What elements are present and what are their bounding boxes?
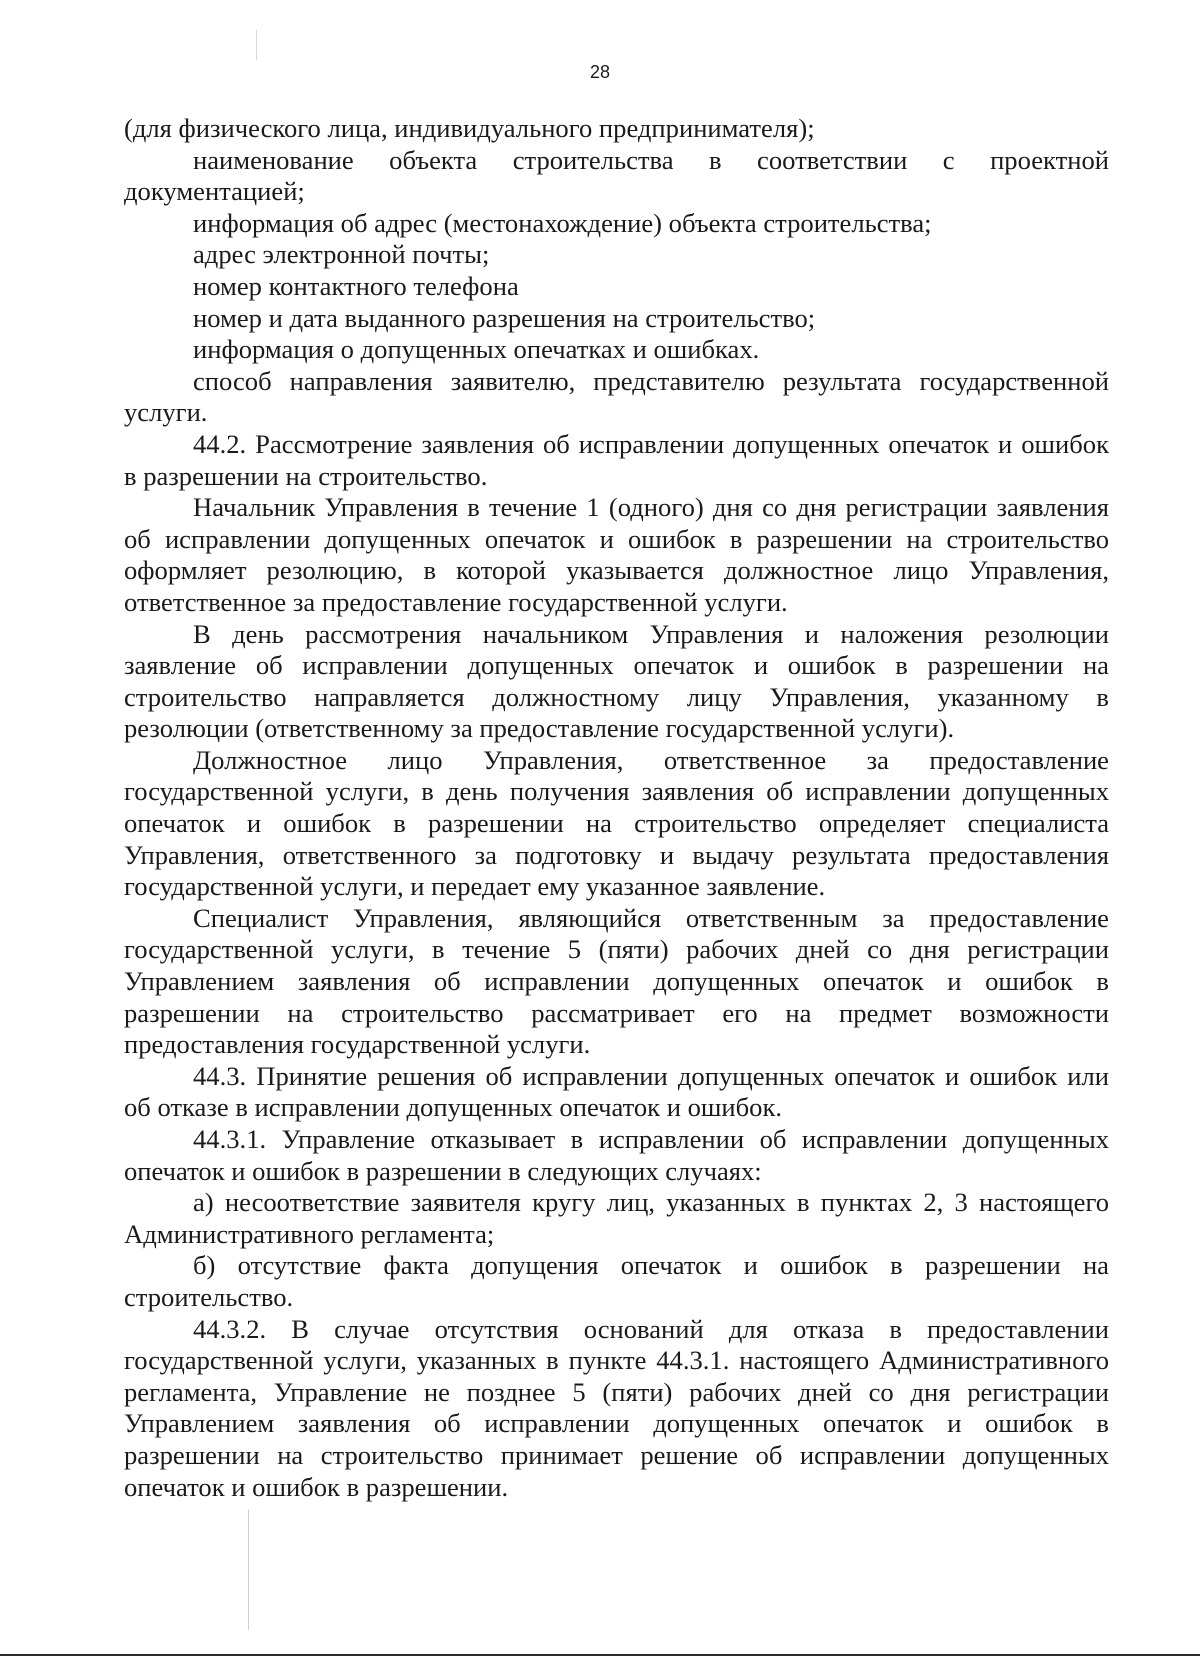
document-body [124,113,1109,1503]
paragraph-section-44-3: 44.3. Принятие решения об исправлении допущенных опечаток и ошибок или об отказе в исправлении допущенных опечаток и ошибок. [124,1060,1109,1123]
scan-artifact-top [256,30,257,60]
paragraph-object-name: наименование объекта строительства в соответствии с проектной документацией; [124,144,1109,207]
paragraph-case-a: а) несоответствие заявителя кругу лиц, указанных в пунктах 2, 3 настоящего Административного регламента; [124,1187,1109,1249]
page-number: 28 [589,62,611,82]
scan-bottom-line [0,1654,1200,1656]
paragraph-section-44-2: 44.2. Рассмотрение заявления об исправлении допущенных опечаток и ошибок в разрешении на строительство. [124,428,1109,491]
paragraph-permit-number: номер и дата выданного разрешения на строительство; [193,302,816,333]
paragraph-object-address: информация об адрес (местонахождение) объекта строительства; [193,207,932,238]
paragraph-head-resolution: Начальник Управления в течение 1 (одного) дня со дня регистрации заявления об исправлении допущенных опечаток и ошибок в разрешении на строительство оформляет резолюцию, в которой указывается должностное лицо Управления, ответственное за предоставление государственной услуги. [124,492,1109,617]
paragraph-section-44-3-1: 44.3.1. Управление отказывает в исправлении об исправлении допущенных опечаток и ошибок в разрешении в следующих случаях: [124,1124,1109,1186]
paragraph-applicant-type: (для физического лица, индивидуального предпринимателя); [124,113,815,143]
paragraph-specialist-review: Специалист Управления, являющийся ответственным за предоставление государственной услуги, в течение 5 (пяти) рабочих дней со дня регистрации Управлением заявления об исправлении допущенных опечаток и ошибок в разрешении на строительство рассматривает его на предмет возможности предоставления государственной услуги. [124,902,1109,1060]
paragraph-delivery-method: способ направления заявителю, представителю результата государственной услуги. [124,365,1109,428]
paragraph-resolution-day: В день рассмотрения начальником Управления и наложения резолюции заявление об исправлении допущенных опечаток и ошибок в разрешении на строительство направляется должностному лицу Управления, указанному в резолюции (ответственному за предоставление государственной услуги). [124,618,1109,744]
paragraph-case-b: б) отсутствие факта допущения опечаток и ошибок в разрешении на строительство. [124,1250,1109,1312]
paragraph-phone: номер контактного телефона [193,270,519,301]
paragraph-section-44-3-2: 44.3.2. В случае отсутствия оснований для отказа в предоставлении государственной услуги, указанных в пункте 44.3.1. настоящего Административного регламента, Управление не позднее 5 (пяти) рабочих дней со дня регистрации Управлением заявления об исправлении допущенных опечаток и ошибок в разрешении на строительство принимает решение об исправлении допущенных опечаток и ошибок в разрешении. [124,1313,1109,1502]
scan-artifact-bottom [248,1510,249,1630]
paragraph-official-assigns: Должностное лицо Управления, ответственное за предоставление государственной услуги, в день получения заявления об исправлении допущенных опечаток и ошибок в разрешении на строительство определяет специалиста Управления, ответственного за подготовку и выдачу результата предоставления государственной услуги, и передает ему указанное заявление. [124,744,1109,902]
paragraph-email: адрес электронной почты; [193,239,490,270]
paragraph-errors-info: информация о допущенных опечатках и ошибках. [193,334,760,365]
